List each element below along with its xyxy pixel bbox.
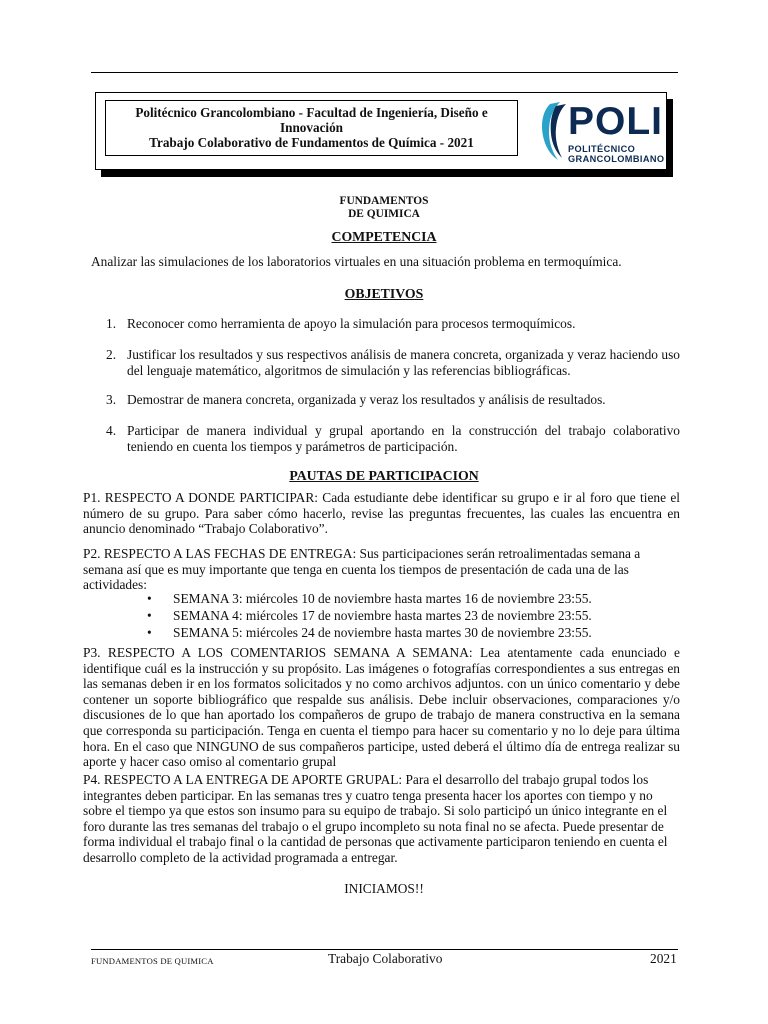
poli-logo-mark-icon (538, 96, 568, 164)
course-title (0, 195, 768, 221)
course-title-line-1: FUNDAMENTOS (339, 195, 429, 207)
pauta-p3: P3. RESPECTO A LOS COMENTARIOS SEMANA A SEMANA: Lea atentamente cada enunciado e identifique cuál es la instrucción y su propósito. Las imágenes o fotografías correspondientes a sus entregas en las semanas deben ir en los formatos solicitados y no como archivos adjuntos. con un único comentario y debe contener un soporte bibliográfico que respalde sus análisis. Debe incluir observaciones, comparaciones y/o discusiones de lo que han aportado los compañeros de grupo de trabajo de manera constructiva en la semana que corresponda su participación. Tenga en cuenta el tiempo para hacer su comentario y no lo deje para última hora. En el caso que NINGUNO de sus compañeros participe, usted deberá el último día de entrega realizar su aporte y hacer caso omiso al comentario grupal (83, 645, 680, 770)
semana-item: SEMANA 5: miércoles 24 de noviembre hasta martes 30 de noviembre 23:55. (173, 625, 592, 640)
closing-text: INICIAMOS!! (344, 881, 424, 896)
objetivo-item: Justificar los resultados y sus respectivos análisis de manera concreta, organizada y veraz haciendo uso del lenguaje matemático, algoritmos de simulación y las referencias bibliográficas. (127, 347, 680, 378)
bullet-icon: • (147, 591, 152, 606)
semana-item: SEMANA 3: miércoles 10 de noviembre hasta martes 16 de noviembre 23:55. (173, 591, 592, 606)
bullet-icon: • (147, 608, 152, 623)
objetivo-item: Demostrar de manera concreta, organizada y veraz los resultados y análisis de resultados. (127, 392, 606, 407)
logo-subtitle-1: POLITÉCNICO (568, 144, 636, 154)
logo-subtitle-2: GRANCOLOMBIANO (568, 154, 665, 164)
competencia-text: Analizar las simulaciones de los laboratorios virtuales en una situación problema en termoquímica. (91, 254, 622, 269)
pauta-p2: P2. RESPECTO A LAS FECHAS DE ENTREGA: Sus participaciones serán retroalimentadas semana a semana así que es muy importante que tenga en cuenta los tiempos de presentación de cada una de las actividades: (83, 546, 641, 593)
bullet-icon: • (147, 625, 152, 640)
pauta-p1: P1. RESPECTO A DONDE PARTICIPAR: Cada estudiante debe identificar su grupo e ir al foro que tiene el número de su grupo. Para saber cómo hacerlo, revise las preguntas frecuentes, las cuales las encuentra en anuncio denominado “Trabajo Colaborativo”. (83, 490, 680, 537)
semana-item: SEMANA 4: miércoles 17 de noviembre hasta martes 23 de noviembre 23:55. (173, 608, 592, 623)
footer-right: 2021 (650, 951, 677, 966)
footer-left: FUNDAMENTOS DE QUIMICA (91, 956, 214, 966)
objetivo-number: 1. (106, 316, 117, 331)
logo-wordmark: POLI (568, 100, 664, 143)
header-title-box (105, 100, 518, 156)
header-line-3: Trabajo Colaborativo de Fundamentos de Química - 2021 (149, 135, 474, 150)
pautas-heading: PAUTAS DE PARTICIPACION (289, 468, 479, 483)
footer-rule (91, 949, 678, 950)
course-title-line-2: DE QUIMICA (348, 208, 420, 220)
top-rule (91, 72, 678, 73)
poli-logo (538, 96, 665, 164)
objetivos-heading: OBJETIVOS (344, 286, 424, 301)
header-line-2: Innovación (279, 120, 344, 135)
objetivo-number: 3. (106, 392, 117, 407)
pauta-p4: P4. RESPECTO A LA ENTREGA DE APORTE GRUPAL: Para el desarrollo del trabajo grupal todos los integrantes deben participar. En las semanas tres y cuatro tenga presenta hacer los aportes con tiempo y no sobre el tiempo ya que estos son insumo para su equipo de trabajo. Si solo participó un único integrante en el foro durante las tres semanas del trabajo o el grupo incompleto su nota final no se afecta. Puede presentar de forma individual el trabajo final o la cantidad de personas que activamente participaron teniendo en cuenta el desarrollo completo de la actividad programada a entregar. (83, 772, 668, 865)
header-line-1: Politécnico Grancolombiano - Facultad de Ingeniería, Diseño e (135, 105, 488, 120)
competencia-heading: COMPETENCIA (331, 229, 437, 244)
objetivo-number: 2. (106, 347, 117, 362)
objetivo-number: 4. (106, 423, 117, 438)
footer-center: Trabajo Colaborativo (328, 951, 443, 966)
objetivo-item: Participar de manera individual y grupal aportando en la construcción del trabajo colaborativo teniendo en cuenta los tiempos y parámetros de participación. (127, 423, 680, 454)
objetivo-item: Reconocer como herramienta de apoyo la simulación para procesos termoquímicos. (127, 316, 576, 331)
